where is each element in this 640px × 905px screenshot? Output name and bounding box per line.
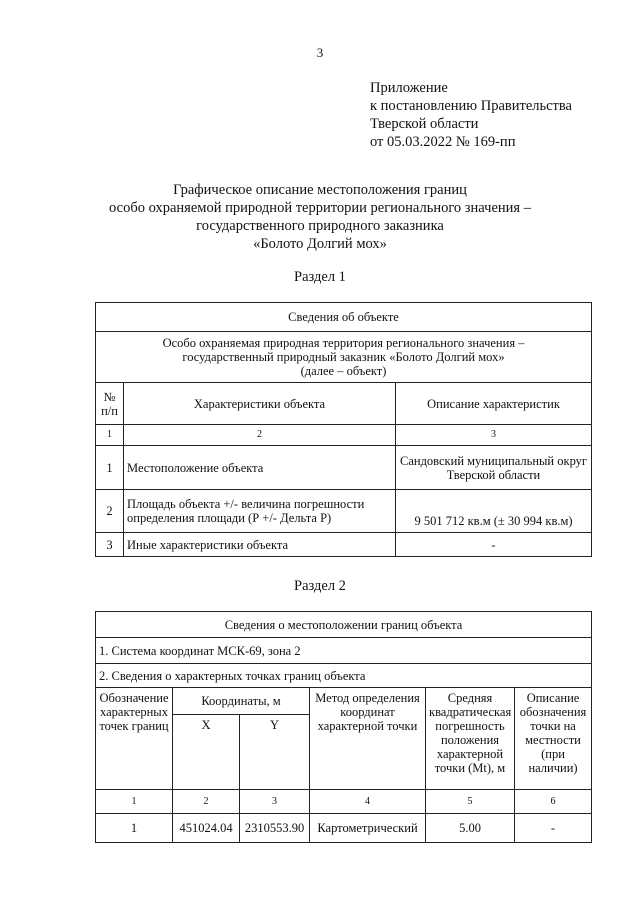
row-characteristic: Иные характеристики объекта xyxy=(124,533,396,557)
row-characteristic: Местоположение объекта xyxy=(124,446,396,490)
col-header-coordinates: Координаты, м xyxy=(173,688,310,715)
row-description: 9 501 712 кв.м (± 30 994 кв.м) xyxy=(396,490,592,533)
boundary-table-header: Сведения о местоположении границ объекта xyxy=(96,612,592,638)
row-characteristic: Площадь объекта +/- величина погрешности определения площади (Р +/- Дельта Р) xyxy=(124,490,396,533)
page-number: 3 xyxy=(316,45,324,60)
coordinate-system: 1. Система координат МСК-69, зона 2 xyxy=(96,638,592,664)
col-index-5: 5 xyxy=(426,790,515,814)
table-row xyxy=(96,490,592,533)
col-header-designation: Обозначение характерных точек границ xyxy=(96,688,173,790)
section-1-heading: Раздел 1 xyxy=(294,269,346,285)
table-row xyxy=(96,446,592,490)
title-line-4: «Болото Долгий мох» xyxy=(253,236,387,252)
title-line-1: Графическое описание местоположения границ xyxy=(173,182,467,198)
object-table-header: Сведения об объекте xyxy=(96,303,592,332)
col-header-point-description: Описание обозначения точки на местности (при наличии) xyxy=(515,688,592,790)
object-desc-line-2: государственный природный заказник «Болото Долгий мох» xyxy=(182,350,505,364)
point-designation: 1 xyxy=(96,814,173,843)
object-desc-line-1: Особо охраняемая природная территория регионального значения – xyxy=(162,336,525,350)
col-header-method: Метод определения координат характерной точки xyxy=(310,688,426,790)
point-error: 5.00 xyxy=(426,814,515,843)
annex-line-2: к постановлению Правительства xyxy=(370,98,572,114)
annex-block xyxy=(370,79,572,151)
points-header: 2. Сведения о характерных точках границ объекта xyxy=(96,664,592,688)
col-header-characteristic: Характеристики объекта xyxy=(124,383,396,425)
row-description: - xyxy=(396,533,592,557)
object-description xyxy=(96,332,592,383)
table-row xyxy=(96,814,592,843)
col-index-6: 6 xyxy=(515,790,592,814)
col-index-1: 1 xyxy=(96,425,124,446)
annex-line-1: Приложение xyxy=(370,80,448,96)
col-index-2: 2 xyxy=(173,790,240,814)
point-x: 451024.04 xyxy=(173,814,240,843)
point-method: Картометрический xyxy=(310,814,426,843)
col-header-num: № п/п xyxy=(96,383,124,425)
title-line-2: особо охраняемой природной территории регионального значения – xyxy=(109,200,531,216)
point-description: - xyxy=(515,814,592,843)
row-description: Сандовский муниципальный округ Тверской области xyxy=(396,446,592,490)
col-header-error: Средняя квадратическая погрешность положения характерной точки (Mt), м xyxy=(426,688,515,790)
annex-line-3: Тверской области xyxy=(370,116,479,132)
col-index-2: 2 xyxy=(124,425,396,446)
annex-line-4: от 05.03.2022 № 169-пп xyxy=(370,134,516,150)
object-desc-line-3: (далее – объект) xyxy=(300,364,387,378)
col-header-y: Y xyxy=(240,715,310,790)
row-num: 1 xyxy=(96,446,124,490)
point-y: 2310553.90 xyxy=(240,814,310,843)
table-row xyxy=(96,533,592,557)
col-index-4: 4 xyxy=(310,790,426,814)
col-header-x: X xyxy=(173,715,240,790)
col-index-1: 1 xyxy=(96,790,173,814)
col-header-description: Описание характеристик xyxy=(396,383,592,425)
document-title xyxy=(0,181,640,253)
boundary-info-table xyxy=(95,611,592,843)
col-index-3: 3 xyxy=(240,790,310,814)
row-num: 3 xyxy=(96,533,124,557)
title-line-3: государственного природного заказника xyxy=(196,218,444,234)
object-info-table xyxy=(95,302,592,557)
col-index-3: 3 xyxy=(396,425,592,446)
row-num: 2 xyxy=(96,490,124,533)
section-2-heading: Раздел 2 xyxy=(294,578,346,594)
